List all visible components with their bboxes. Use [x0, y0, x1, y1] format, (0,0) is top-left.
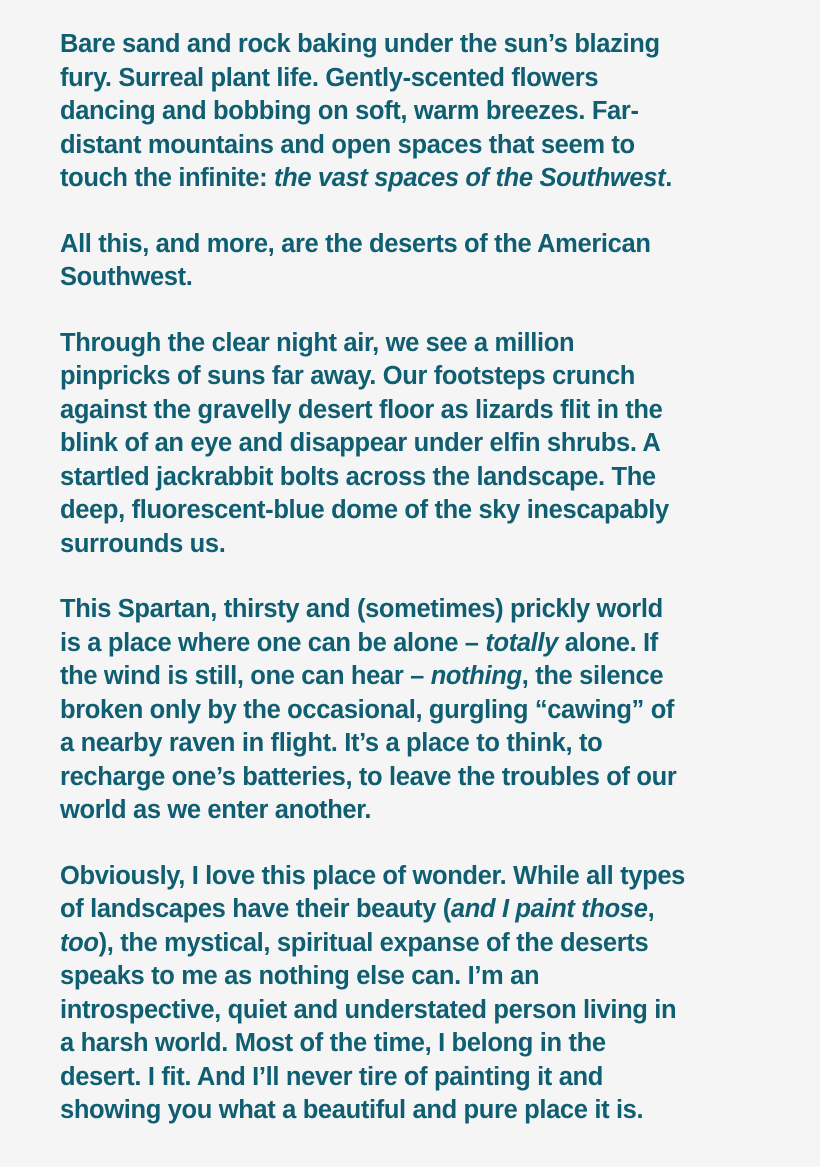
text-line [60, 129, 760, 163]
text-line [60, 694, 760, 728]
text-segment: introspective, quiet and understated person living in [60, 995, 677, 1024]
text-line [60, 794, 760, 828]
text-line [60, 427, 760, 461]
text-segment: desert. I fit. And I’ll never tire of painting it and [60, 1062, 603, 1091]
text-segment: a nearby raven in flight. It’s a place to think, to [60, 729, 603, 757]
text-line [60, 162, 760, 196]
text-line [60, 893, 760, 927]
text-line [60, 494, 760, 528]
text-line [60, 28, 760, 62]
text-line [60, 860, 760, 894]
text-segment: , [647, 895, 655, 923]
text-segment: dancing and bobbing on soft, warm breezes. Far- [60, 97, 639, 125]
text-segment: . [665, 164, 672, 192]
text-line [60, 228, 760, 262]
text-line [60, 727, 760, 761]
italic-text: totally [485, 628, 558, 657]
text-segment: is a place where one can be alone – [60, 628, 486, 657]
paragraph-3 [60, 327, 760, 562]
text-line [60, 461, 760, 495]
italic-text: and I paint those [450, 895, 648, 923]
text-segment: speaks to me as nothing else can. I’m an [60, 962, 540, 990]
text-line [60, 360, 760, 394]
text-line [60, 95, 760, 129]
paragraph-5 [60, 860, 760, 1128]
text-segment: Bare sand and rock baking under the sun’s blazing [60, 30, 660, 58]
text-segment: alone. If [558, 628, 658, 657]
text-segment: This Spartan, thirsty and (sometimes) prickly world [60, 595, 663, 623]
text-segment: Through the clear night air, we see a million [60, 328, 575, 357]
text-segment: , the silence [521, 662, 664, 690]
text-segment: world as we enter another. [60, 796, 372, 824]
document-body [60, 28, 760, 1160]
text-segment: startled jackrabbit bolts across the landscape. The [60, 462, 656, 491]
text-segment: All this, and more, are the deserts of the American [60, 229, 651, 258]
text-line [60, 994, 760, 1028]
italic-text: too [60, 928, 99, 957]
paragraph-2 [60, 228, 760, 295]
text-segment: the wind is still, one can hear – [60, 662, 431, 690]
paragraph-4 [60, 593, 760, 828]
text-line [60, 327, 760, 361]
italic-text: the vast spaces of the Southwest [273, 164, 666, 192]
text-segment: blink of an eye and disappear under elfin shrubs. A [60, 429, 661, 457]
text-line [60, 1027, 760, 1061]
text-segment: Obviously, I love this place of wonder. While all types [60, 861, 686, 890]
text-segment: pinpricks of suns far away. Our footsteps crunch [60, 362, 636, 390]
text-segment: broken only by the occasional, gurgling “cawing” of [60, 695, 675, 724]
text-segment: deep, fluorescent-blue dome of the sky inescapably [60, 496, 669, 524]
text-segment: Southwest. [60, 263, 193, 291]
text-segment: distant mountains and open spaces that seem to [60, 130, 635, 159]
text-line [60, 1061, 760, 1095]
text-segment: fury. Surreal plant life. Gently-scented flowers [60, 63, 599, 92]
paragraph-1 [60, 28, 760, 196]
text-line [60, 927, 760, 961]
text-line [60, 593, 760, 627]
text-line [60, 394, 760, 428]
text-segment: surrounds us. [60, 529, 226, 558]
text-segment: a harsh world. Most of the time, I belong in the [60, 1029, 606, 1057]
text-segment: recharge one’s batteries, to leave the troubles of our [60, 762, 677, 791]
italic-text: nothing [430, 662, 522, 690]
text-segment: of landscapes have their beauty ( [60, 895, 451, 923]
text-line [60, 528, 760, 562]
text-line [60, 62, 760, 96]
text-segment: against the gravelly desert floor as lizards flit in the [60, 395, 663, 424]
text-line [60, 1094, 760, 1128]
text-line [60, 261, 760, 295]
text-segment: ), the mystical, spiritual expanse of the deserts [98, 928, 649, 957]
text-line [60, 627, 760, 661]
text-segment: showing you what a beautiful and pure place it is. [60, 1096, 644, 1124]
text-segment: touch the infinite: [60, 164, 274, 192]
text-line [60, 761, 760, 795]
text-line [60, 660, 760, 694]
text-line [60, 960, 760, 994]
